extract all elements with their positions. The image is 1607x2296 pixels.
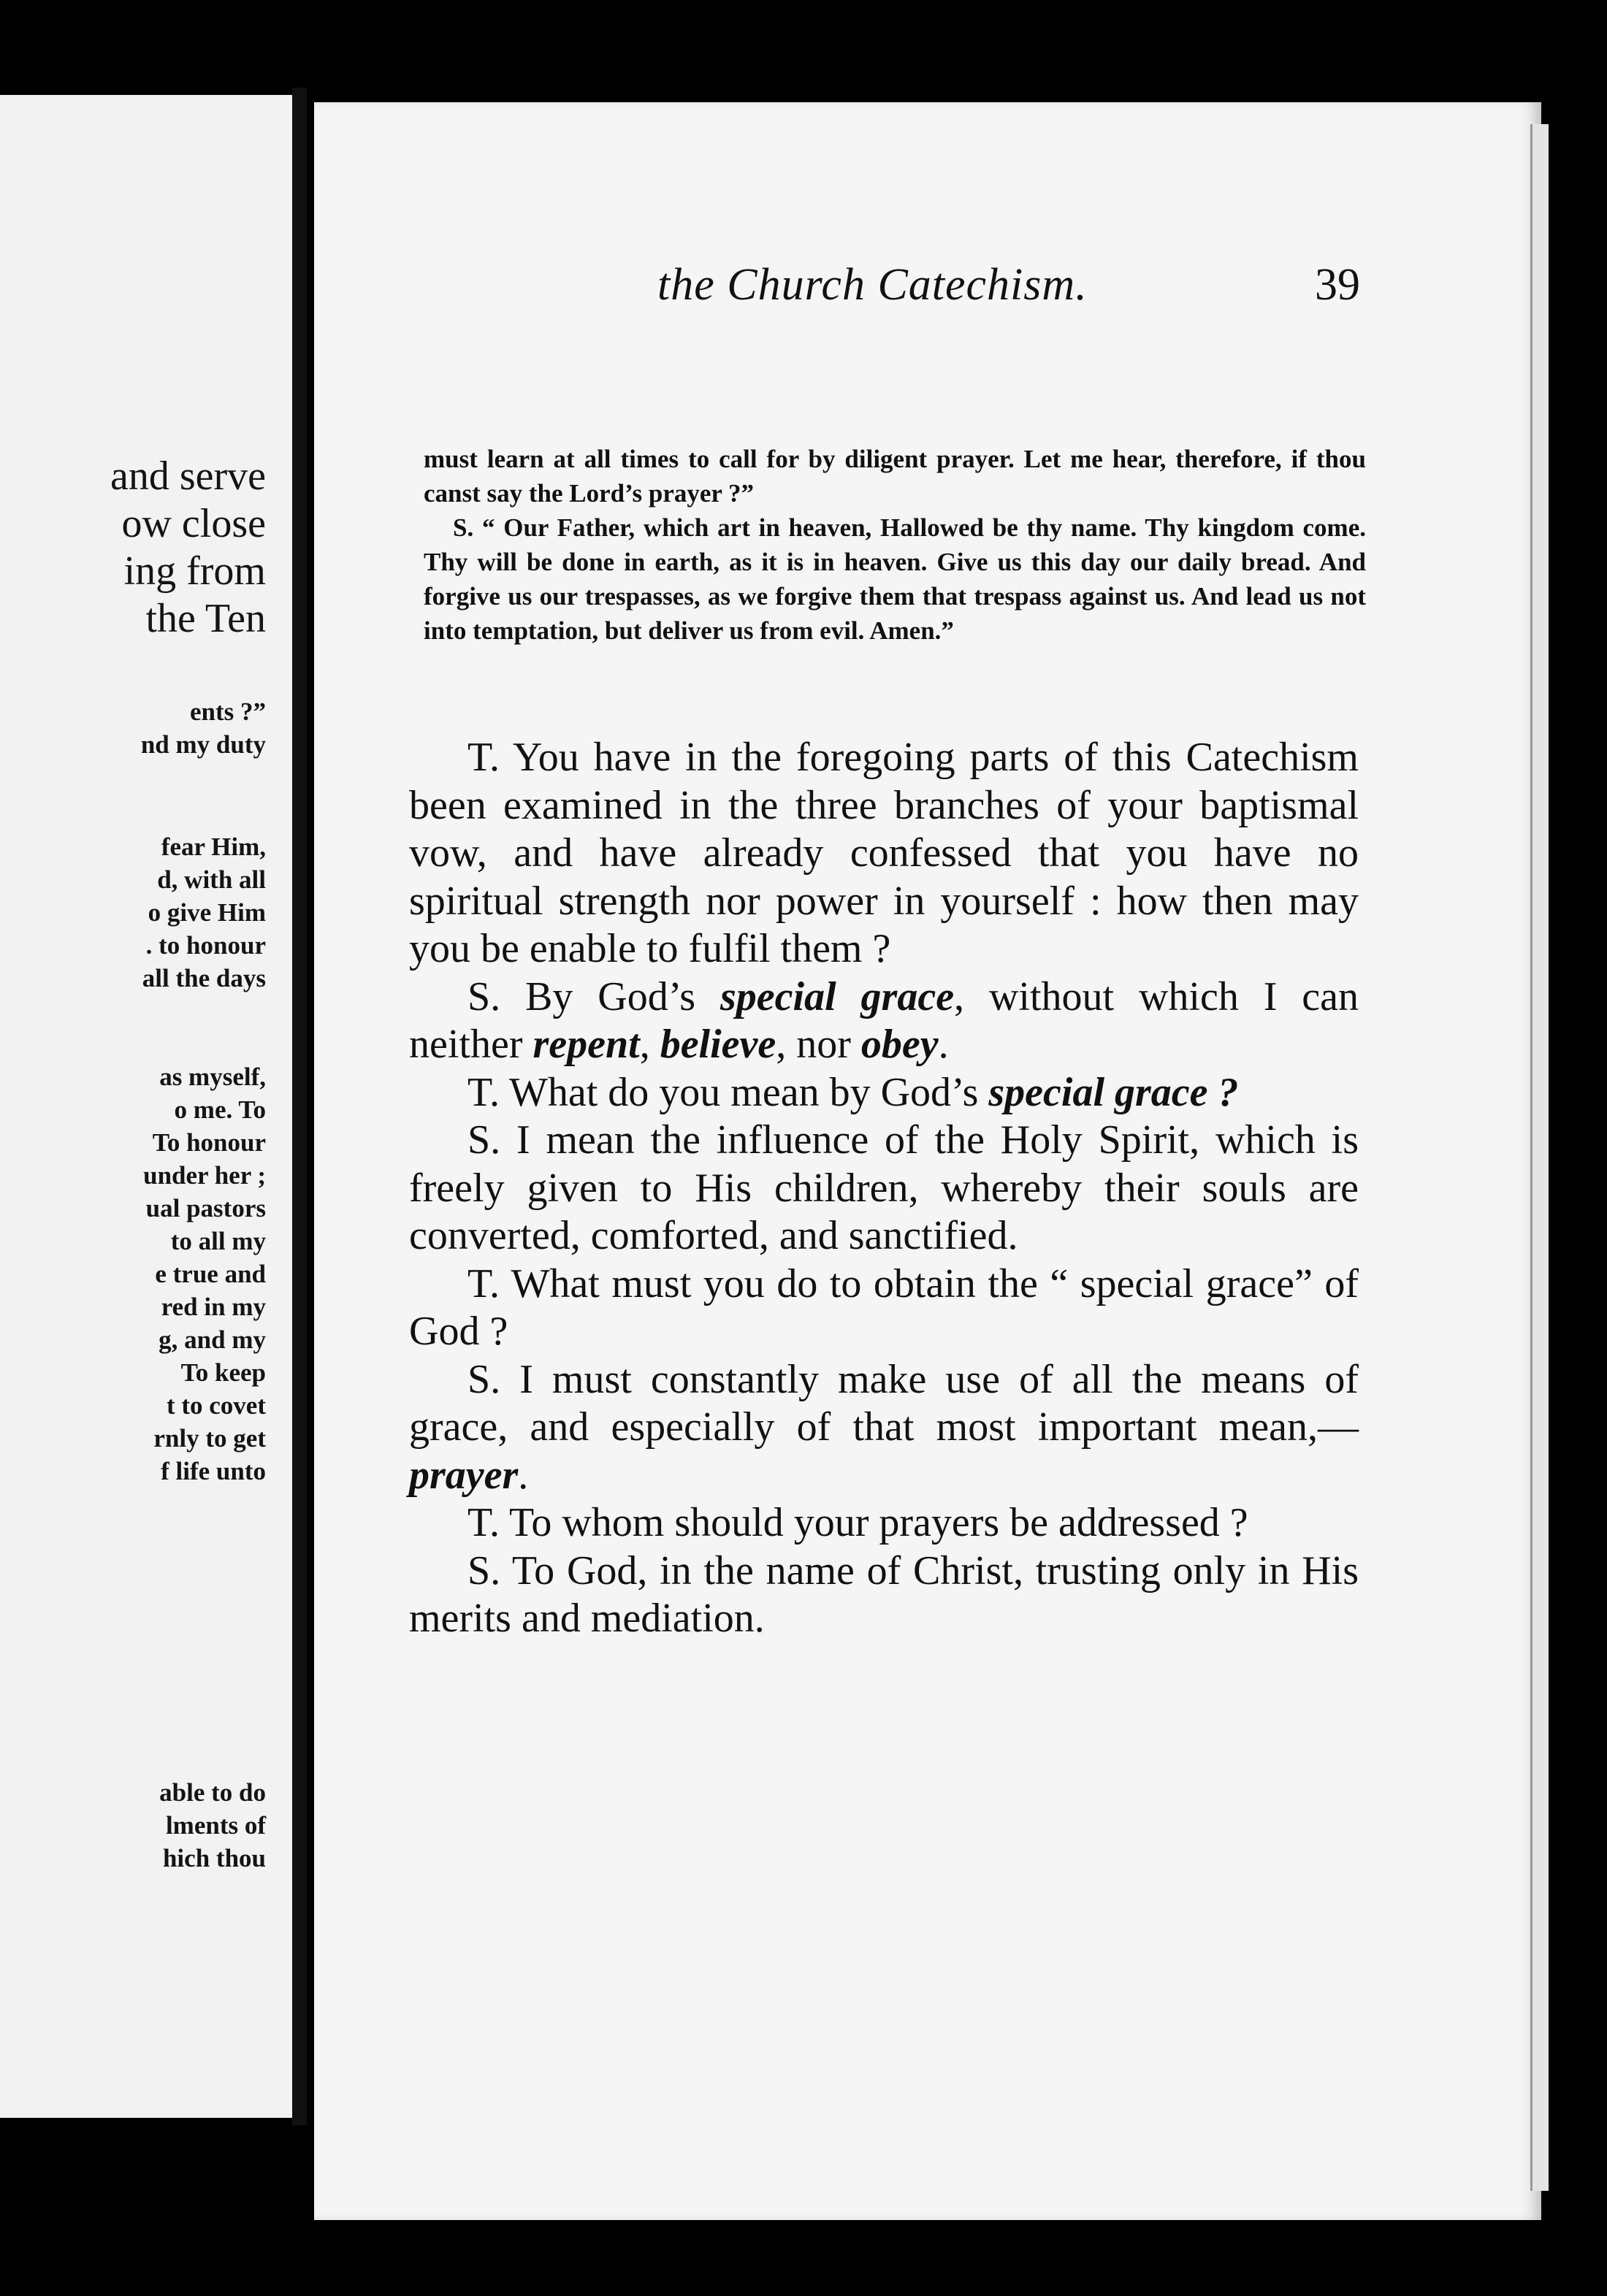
paragraph: S. “ Our Father, which art in heaven, Hallowed be thy name. Thy kingdom come. Thy will be done in earth, as it is in heaven. Give us this day our daily bread. And forgive us our trespasses, as we forgive them that trespass against us. And lead us not into temptation, but deliver us from evil. Amen.” bbox=[424, 513, 1366, 645]
left-line: f life unto bbox=[161, 1457, 266, 1485]
page-number: 39 bbox=[1315, 260, 1360, 310]
left-line: to all my bbox=[170, 1227, 266, 1255]
left-line: o me. To bbox=[174, 1095, 266, 1124]
left-line: the Ten bbox=[145, 596, 266, 641]
emphasis: special grace ? bbox=[988, 1069, 1239, 1115]
emphasis: prayer bbox=[409, 1452, 519, 1498]
answer-paragraph: S. To God, in the name of Christ, trusting only in His merits and mediation. bbox=[409, 1547, 1359, 1641]
left-line: t to covet bbox=[166, 1391, 266, 1420]
left-line: . to honour bbox=[145, 931, 266, 960]
running-title: the Church Catechism. bbox=[657, 260, 1088, 310]
left-line: red in my bbox=[161, 1293, 266, 1321]
left-line: e true and bbox=[155, 1260, 266, 1288]
left-line: g, and my bbox=[159, 1325, 266, 1354]
question-paragraph: T. What must you do to obtain the “ special grace” of God ? bbox=[409, 1260, 1359, 1354]
answer-paragraph: S. I mean the influence of the Holy Spirit, which is freely given to His children, whereby their souls are converted, comforted, and sanctified. bbox=[409, 1117, 1359, 1258]
left-line: and serve bbox=[110, 454, 266, 499]
question-paragraph: T. What do you mean by God’s special grace ? bbox=[467, 1069, 1239, 1115]
left-line: ual pastors bbox=[145, 1194, 266, 1222]
left-line: rnly to get bbox=[153, 1424, 266, 1453]
page-header bbox=[657, 259, 1388, 325]
question-paragraph: T. You have in the foregoing parts of this Catechism been examined in the three branches of your baptismal vow, and have already confessed that you have no spiritual strength nor power in yourself : how then may you be enable to fulfil them ? bbox=[409, 735, 1359, 971]
left-line: under her ; bbox=[143, 1161, 266, 1190]
left-line: fear Him, bbox=[161, 833, 266, 861]
previous-page-fragment bbox=[0, 95, 292, 2118]
catechism-body bbox=[409, 734, 1359, 1643]
left-line: all the days bbox=[142, 964, 266, 992]
book-gutter bbox=[292, 88, 307, 2125]
small-print-passage bbox=[424, 442, 1366, 648]
answer-paragraph: S. I must constantly make use of all the means of grace, and especially of that most important mean,—prayer. bbox=[409, 1356, 1359, 1498]
left-line: able to do bbox=[159, 1778, 266, 1807]
emphasis: believe bbox=[660, 1022, 776, 1067]
paragraph: must learn at all times to call for by diligent prayer. Let me hear, therefore, if thou canst say the Lord’s prayer ?” bbox=[424, 445, 1366, 508]
left-line: ing from bbox=[123, 548, 266, 594]
answer-paragraph: S. By God’s special grace, without which I can neither repent, believe, nor obey. bbox=[409, 973, 1359, 1067]
left-line: hich thou bbox=[162, 1844, 266, 1872]
left-line: o give Him bbox=[148, 898, 266, 927]
left-line: ow close bbox=[121, 501, 266, 546]
left-line: To honour bbox=[152, 1128, 266, 1157]
left-line: d, with all bbox=[157, 865, 266, 894]
emphasis: obey bbox=[860, 1022, 939, 1067]
page-edge bbox=[1530, 124, 1549, 2191]
left-line: as myself, bbox=[159, 1063, 266, 1091]
emphasis: special grace bbox=[720, 973, 955, 1019]
left-line: To keep bbox=[180, 1358, 266, 1387]
question-paragraph: T. To whom should your prayers be addressed ? bbox=[467, 1500, 1248, 1545]
left-line: lments of bbox=[165, 1811, 266, 1840]
left-line: ents ?” bbox=[189, 697, 266, 726]
left-line: nd my duty bbox=[140, 730, 266, 759]
emphasis: repent bbox=[533, 1022, 640, 1067]
